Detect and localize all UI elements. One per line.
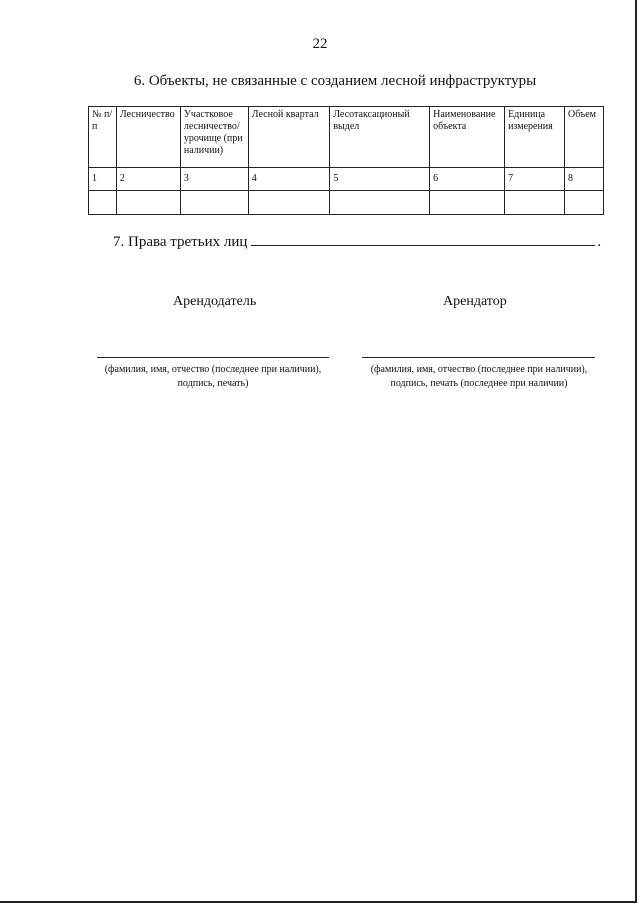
- number-cell: 8: [564, 168, 603, 191]
- empty-cell: [180, 191, 248, 215]
- empty-cell: [89, 191, 117, 215]
- empty-cell: [330, 191, 430, 215]
- number-cell: 5: [330, 168, 430, 191]
- empty-cell: [505, 191, 565, 215]
- header-cell: Объем: [564, 107, 603, 168]
- empty-cell: [564, 191, 603, 215]
- number-cell: 7: [505, 168, 565, 191]
- objects-table: [88, 106, 604, 215]
- lessee-caption-line2: подпись, печать (последнее при наличии): [390, 377, 568, 389]
- number-cell: 4: [248, 168, 330, 191]
- lessor-label: Арендодатель: [173, 294, 257, 309]
- table-number-row: [89, 168, 604, 191]
- empty-cell: [116, 191, 180, 215]
- number-cell: 3: [180, 168, 248, 191]
- lessee-signature-caption: [358, 363, 600, 390]
- lessor-caption-line1: (фамилия, имя, отчество (последнее при наличии),: [104, 364, 322, 375]
- header-cell: Единица измерения: [505, 107, 565, 168]
- rights-fill-line: [251, 233, 595, 246]
- section-7-rights: [113, 233, 601, 251]
- header-cell: Наименование объекта: [430, 107, 505, 168]
- rights-end-dot: .: [597, 234, 602, 250]
- header-cell: Лесной квартал: [248, 107, 330, 168]
- number-cell: 6: [430, 168, 505, 191]
- section-7-title: 7. Права третьих лиц: [113, 234, 248, 250]
- number-cell: 1: [89, 168, 117, 191]
- empty-cell: [248, 191, 330, 215]
- section-6-title: 6. Объекты, не связанные с созданием лесной инфраструктуры: [133, 73, 537, 89]
- header-cell: № п/п: [89, 107, 117, 168]
- lessor-caption-line2: подпись, печать): [177, 377, 249, 389]
- number-cell: 2: [116, 168, 180, 191]
- lessor-signature-line: [97, 357, 329, 358]
- lessee-caption-line1: (фамилия, имя, отчество (последнее при наличии),: [370, 364, 588, 375]
- lessor-signature-caption: [92, 363, 334, 390]
- header-cell: Лесничество: [116, 107, 180, 168]
- table-header-row: [89, 107, 604, 168]
- header-cell: Участковое лесничество/ урочище (при наличии): [180, 107, 248, 168]
- header-cell: Лесотаксационый выдел: [330, 107, 430, 168]
- page-number: 22: [312, 36, 328, 52]
- table-empty-row: [89, 191, 604, 215]
- lessee-signature-line: [362, 357, 595, 358]
- lessee-label: Арендатор: [443, 294, 507, 309]
- empty-cell: [430, 191, 505, 215]
